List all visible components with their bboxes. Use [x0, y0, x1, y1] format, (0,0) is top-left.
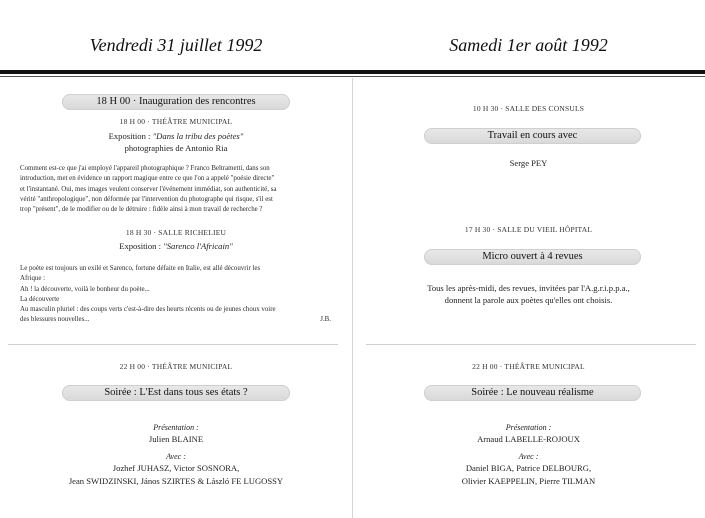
- guest-line: Daniel BIGA, Patrice DELBOURG,: [465, 463, 592, 473]
- micro-pill: Micro ouvert à 4 revues: [424, 249, 641, 265]
- venue-label: 22 H 00 · THÉÂTRE MUNICIPAL: [472, 362, 585, 371]
- paragraph-line: et l'instantané. Oui, mes images veulent conserver l'événement immédiat, son authenticité, sa: [20, 185, 277, 193]
- exposition-line: [0, 241, 352, 251]
- section-divider-right: [366, 344, 696, 345]
- soiree-pill: Soirée : L'Est dans tous ses états ?: [62, 385, 290, 401]
- paragraph-line: vérité "anthropologique", non déformée par l'intervention du photographe qui risque, s'il est: [20, 195, 273, 203]
- exposition-title: "Sarenco l'Africain": [163, 241, 233, 251]
- travail-pill: Travail en cours avec: [424, 128, 641, 144]
- venue-label: 10 H 30 · SALLE DES CONSULS: [472, 104, 585, 113]
- presentation-label: Présentation :: [153, 423, 199, 432]
- exposition-label: Exposition :: [119, 241, 161, 251]
- guest-line: Olivier KAEPPELIN, Pierre TILMAN: [461, 476, 596, 486]
- sarenco-paragraph: [20, 264, 333, 326]
- venue-label: 18 H 00 · THÉÂTRE MUNICIPAL: [119, 117, 233, 126]
- paragraph-text: des blessures nouvelles...: [20, 316, 90, 324]
- presentation-label: Présentation :: [505, 423, 552, 432]
- exposition-title: "Dans la tribu des poètes": [152, 131, 244, 141]
- avec-label: Avec :: [518, 452, 539, 461]
- exposition-line: [0, 131, 352, 141]
- avec-label: Avec :: [166, 452, 186, 461]
- presenter-name: Arnaud LABELLE-ROJOUX: [477, 434, 580, 444]
- description-line: donnent la parole aux poètes qu'elles ont choisis.: [444, 295, 613, 305]
- paragraph-line: La découverte: [20, 295, 60, 303]
- photo-paragraph: [20, 164, 333, 215]
- presenter-name: Julien BLAINE: [148, 434, 204, 444]
- paragraph-line: Afrique :: [20, 275, 46, 283]
- paragraph-line: Le poète est toujours un exilé et Sarenco, fortune défaite en Italie, est allé découvrir les: [20, 265, 261, 272]
- guest-line: Jean SWIDZINSKI, János SZIRTES & László FE LUGOSSY: [68, 476, 284, 486]
- paragraph-line: trop "présent", de le modifier ou de le détruire : fidèle ainsi à mon travail de recherche ?: [20, 206, 263, 214]
- paragraph-line: Comment est-ce que j'ai employé l'appareil photographique ? Franco Beltrametti, dans son: [20, 165, 270, 172]
- guest-line: Jozhef JUHASZ, Victor SOSNORA,: [112, 463, 240, 473]
- signature: J.B.: [320, 316, 331, 324]
- exposition-label: Exposition :: [108, 131, 151, 141]
- exposition-subtitle: photographies de Antonio Ria: [124, 143, 228, 153]
- venue-label: 22 H 00 · THÉÂTRE MUNICIPAL: [119, 362, 233, 371]
- paragraph-line: Ah ! la découverte, voilà le bonheur du poète...: [20, 285, 150, 293]
- section-divider-left: [8, 344, 338, 345]
- inauguration-pill: 18 H 00 · Inauguration des rencontres: [62, 94, 290, 110]
- paragraph-line: [20, 315, 333, 325]
- header-rule-thin: [0, 76, 705, 77]
- venue-label: 18 H 30 · SALLE RICHELIEU: [125, 228, 227, 237]
- header-rule-thick: [0, 70, 705, 74]
- paragraph-line: introduction, met en évidence un rapport magique entre ce que l'on a appelé "poésie directe": [20, 175, 275, 183]
- guest-name: Serge PEY: [509, 158, 548, 168]
- description-line: Tous les après-midi, des revues, invitées par l'A.g.r.i.p.p.a.,: [427, 283, 630, 293]
- day-title-right: Samedi 1er août 1992: [449, 35, 608, 55]
- paragraph-line: Au masculin pluriel : des coups verts c'est-à-dire des heurts récents ou de jeunes choux voire: [20, 306, 276, 314]
- venue-label: 17 H 30 · SALLE DU VIEIL HÔPITAL: [464, 225, 593, 234]
- day-title-left: Vendredi 31 juillet 1992: [89, 35, 263, 55]
- soiree-pill: Soirée : Le nouveau réalisme: [424, 385, 641, 401]
